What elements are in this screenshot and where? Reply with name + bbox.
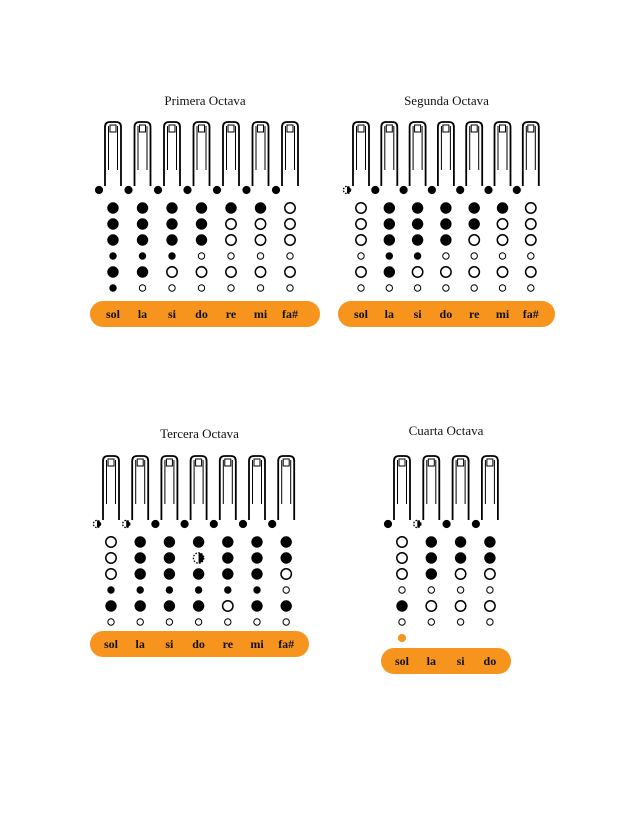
finger-hole — [469, 267, 479, 277]
pipe-icon — [103, 456, 119, 520]
finger-hole — [356, 267, 366, 277]
finger-hole — [226, 219, 236, 229]
note-label: sol — [394, 654, 409, 668]
finger-hole — [386, 253, 392, 259]
fingering-diagram — [90, 424, 309, 664]
pipe-icon — [482, 456, 498, 520]
finger-hole — [137, 587, 143, 593]
finger-hole — [471, 285, 477, 291]
note-label: fa# — [278, 637, 295, 651]
finger-hole — [164, 537, 174, 547]
finger-hole — [223, 537, 233, 547]
thumb-hole — [400, 186, 407, 193]
note-label: mi — [253, 307, 268, 321]
note-label: do — [195, 307, 208, 321]
note-label: do — [439, 307, 453, 321]
finger-hole — [487, 587, 493, 593]
finger-hole — [283, 619, 289, 625]
finger-hole — [193, 537, 203, 547]
finger-hole — [412, 219, 422, 229]
thumb-hole — [472, 520, 479, 527]
pipe-icon — [135, 122, 151, 186]
finger-hole — [428, 587, 434, 593]
finger-hole — [139, 253, 145, 259]
finger-hole — [195, 619, 201, 625]
finger-hole — [412, 203, 422, 213]
finger-hole — [356, 203, 366, 213]
finger-hole — [287, 253, 293, 259]
finger-hole — [528, 253, 534, 259]
note-bar — [381, 648, 511, 674]
pipe-icon — [191, 456, 207, 520]
finger-hole — [169, 285, 175, 291]
note-label: la — [384, 307, 394, 321]
finger-hole — [108, 619, 114, 625]
finger-hole — [223, 553, 233, 563]
finger-hole — [281, 553, 291, 563]
finger-hole — [384, 203, 394, 213]
thumb-hole — [485, 186, 492, 193]
finger-hole — [137, 219, 147, 229]
chart-tercera-octava — [90, 424, 309, 664]
finger-hole — [255, 219, 265, 229]
finger-hole — [108, 203, 118, 213]
finger-hole — [110, 285, 116, 291]
pipe-icon — [495, 122, 511, 186]
finger-hole — [455, 569, 465, 579]
finger-hole — [137, 235, 147, 245]
finger-hole — [499, 285, 505, 291]
thumb-hole — [384, 520, 391, 527]
finger-hole — [198, 285, 204, 291]
note-label: si — [413, 307, 422, 321]
note-label: la — [137, 307, 148, 321]
thumb-hole — [239, 520, 246, 527]
finger-hole — [110, 253, 116, 259]
finger-hole — [226, 267, 236, 277]
finger-hole — [252, 537, 262, 547]
chart-title: Cuarta Octava — [408, 423, 484, 438]
note-label: mi — [250, 637, 264, 651]
chart-title: Segunda Octava — [404, 93, 489, 108]
finger-hole — [441, 267, 451, 277]
thumb-hole — [95, 186, 102, 193]
chart-cuarta-octava — [381, 424, 511, 674]
extra-marker — [398, 634, 405, 641]
finger-hole — [281, 537, 291, 547]
finger-hole — [428, 619, 434, 625]
finger-hole — [108, 587, 114, 593]
thumb-hole — [152, 520, 159, 527]
finger-hole — [397, 537, 407, 547]
note-bar — [90, 631, 309, 657]
finger-hole — [167, 219, 177, 229]
pipe-icon — [353, 122, 369, 186]
finger-hole — [257, 285, 263, 291]
pipe-icon — [466, 122, 482, 186]
finger-hole — [412, 267, 422, 277]
thumb-hole — [414, 520, 421, 527]
finger-hole — [252, 601, 262, 611]
finger-hole — [223, 569, 233, 579]
finger-hole — [196, 267, 206, 277]
note-label: re — [468, 307, 480, 321]
finger-hole — [287, 285, 293, 291]
finger-hole — [106, 601, 116, 611]
finger-hole — [252, 553, 262, 563]
thumb-hole — [457, 186, 464, 193]
finger-hole — [485, 553, 495, 563]
chart-title: Primera Octava — [164, 93, 246, 108]
thumb-hole — [123, 520, 130, 527]
finger-hole — [485, 601, 495, 611]
pipe-icon — [164, 122, 180, 186]
finger-hole — [254, 619, 260, 625]
finger-hole — [412, 235, 422, 245]
finger-hole — [485, 569, 495, 579]
finger-hole — [485, 537, 495, 547]
finger-hole — [223, 601, 233, 611]
finger-hole — [526, 267, 536, 277]
finger-hole — [457, 587, 463, 593]
finger-hole — [526, 235, 536, 245]
finger-hole — [228, 285, 234, 291]
pipe-icon — [410, 122, 426, 186]
note-label: la — [135, 637, 145, 651]
finger-hole — [283, 587, 289, 593]
thumb-hole — [443, 520, 450, 527]
finger-hole — [137, 267, 147, 277]
finger-hole — [106, 537, 116, 547]
thumb-hole — [269, 520, 276, 527]
finger-hole — [386, 285, 392, 291]
finger-hole — [487, 619, 493, 625]
finger-hole — [257, 253, 263, 259]
pipe-icon — [223, 122, 239, 186]
note-label: sol — [103, 637, 118, 651]
finger-hole — [399, 587, 405, 593]
finger-hole — [528, 285, 534, 291]
thumb-hole — [372, 186, 379, 193]
pipe-icon — [523, 122, 539, 186]
finger-hole — [455, 553, 465, 563]
finger-hole — [497, 267, 507, 277]
fingering-diagram — [90, 90, 320, 330]
fingering-diagram — [338, 90, 555, 330]
pipe-icon — [220, 456, 236, 520]
pipe-icon — [381, 122, 397, 186]
pipe-icon — [438, 122, 454, 186]
finger-hole — [526, 219, 536, 229]
note-label: do — [483, 654, 497, 668]
note-label: fa# — [282, 307, 298, 321]
thumb-hole — [428, 186, 435, 193]
finger-hole — [358, 253, 364, 259]
thumb-hole — [210, 520, 217, 527]
finger-hole — [469, 203, 479, 213]
finger-hole — [106, 553, 116, 563]
finger-hole — [169, 253, 175, 259]
finger-hole — [167, 203, 177, 213]
finger-hole — [358, 285, 364, 291]
finger-hole — [255, 235, 265, 245]
finger-hole — [356, 235, 366, 245]
finger-hole — [193, 553, 203, 563]
finger-hole — [384, 267, 394, 277]
note-label: re — [222, 637, 234, 651]
pipe-icon — [453, 456, 469, 520]
finger-hole — [426, 569, 436, 579]
finger-hole — [399, 619, 405, 625]
finger-hole — [356, 219, 366, 229]
finger-hole — [441, 235, 451, 245]
finger-hole — [281, 601, 291, 611]
finger-hole — [443, 285, 449, 291]
note-label: si — [456, 654, 465, 668]
finger-hole — [469, 219, 479, 229]
finger-hole — [281, 569, 291, 579]
note-label: si — [167, 307, 176, 321]
finger-hole — [135, 537, 145, 547]
finger-hole — [254, 587, 260, 593]
note-label: do — [192, 637, 205, 651]
finger-hole — [135, 601, 145, 611]
note-label: mi — [495, 307, 510, 321]
pipe-icon — [161, 456, 177, 520]
finger-hole — [285, 203, 295, 213]
finger-hole — [426, 601, 436, 611]
pipe-icon — [423, 456, 439, 520]
finger-hole — [285, 267, 295, 277]
finger-hole — [471, 253, 477, 259]
thumb-hole — [272, 186, 279, 193]
thumb-hole — [184, 186, 191, 193]
finger-hole — [195, 587, 201, 593]
finger-hole — [164, 601, 174, 611]
finger-hole — [196, 203, 206, 213]
finger-hole — [228, 253, 234, 259]
finger-hole — [255, 267, 265, 277]
finger-hole — [499, 253, 505, 259]
finger-hole — [397, 569, 407, 579]
finger-hole — [167, 267, 177, 277]
finger-hole — [225, 587, 231, 593]
finger-hole — [137, 619, 143, 625]
finger-hole — [139, 285, 145, 291]
finger-hole — [526, 203, 536, 213]
finger-hole — [196, 219, 206, 229]
pipe-icon — [282, 122, 298, 186]
note-bar — [338, 301, 555, 327]
finger-hole — [426, 553, 436, 563]
pipe-icon — [253, 122, 269, 186]
note-label: sol — [105, 307, 120, 321]
finger-hole — [108, 267, 118, 277]
pipe-icon — [105, 122, 121, 186]
finger-hole — [414, 253, 420, 259]
thumb-hole — [343, 186, 350, 193]
finger-hole — [198, 253, 204, 259]
finger-hole — [252, 569, 262, 579]
thumb-hole — [181, 520, 188, 527]
thumb-hole — [213, 186, 220, 193]
pipe-icon — [132, 456, 148, 520]
thumb-hole — [513, 186, 520, 193]
finger-hole — [108, 235, 118, 245]
finger-hole — [285, 219, 295, 229]
finger-hole — [397, 553, 407, 563]
finger-hole — [441, 219, 451, 229]
finger-hole — [137, 203, 147, 213]
thumb-hole — [93, 520, 100, 527]
finger-hole — [469, 235, 479, 245]
finger-hole — [497, 203, 507, 213]
pipe-icon — [394, 456, 410, 520]
finger-hole — [441, 203, 451, 213]
note-label: sol — [353, 307, 368, 321]
finger-hole — [443, 253, 449, 259]
finger-hole — [226, 203, 236, 213]
finger-hole — [384, 235, 394, 245]
finger-hole — [255, 203, 265, 213]
finger-hole — [164, 569, 174, 579]
finger-hole — [225, 619, 231, 625]
finger-hole — [457, 619, 463, 625]
finger-hole — [196, 235, 206, 245]
pipe-icon — [278, 456, 294, 520]
pipe-icon — [194, 122, 210, 186]
chart-title: Tercera Octava — [160, 426, 239, 441]
chart-segunda-octava — [338, 90, 555, 330]
finger-hole — [397, 601, 407, 611]
note-label: fa# — [522, 307, 539, 321]
finger-hole — [106, 569, 116, 579]
finger-hole — [135, 553, 145, 563]
finger-hole — [414, 285, 420, 291]
finger-hole — [193, 601, 203, 611]
finger-hole — [285, 235, 295, 245]
finger-hole — [426, 537, 436, 547]
thumb-hole — [125, 186, 132, 193]
chart-primera-octava — [90, 90, 320, 330]
note-bar — [90, 301, 320, 327]
finger-hole — [135, 569, 145, 579]
note-label: re — [225, 307, 237, 321]
thumb-hole — [154, 186, 161, 193]
note-label: si — [165, 637, 174, 651]
finger-hole — [226, 235, 236, 245]
thumb-hole — [243, 186, 250, 193]
finger-hole — [455, 601, 465, 611]
finger-hole — [384, 219, 394, 229]
finger-hole — [108, 219, 118, 229]
finger-hole — [166, 587, 172, 593]
pipe-icon — [249, 456, 265, 520]
fingering-diagram — [381, 424, 511, 674]
finger-hole — [497, 219, 507, 229]
note-label: la — [426, 654, 436, 668]
finger-hole — [167, 235, 177, 245]
finger-hole — [497, 235, 507, 245]
finger-hole — [164, 553, 174, 563]
finger-hole — [193, 569, 203, 579]
finger-hole — [166, 619, 172, 625]
finger-hole — [455, 537, 465, 547]
